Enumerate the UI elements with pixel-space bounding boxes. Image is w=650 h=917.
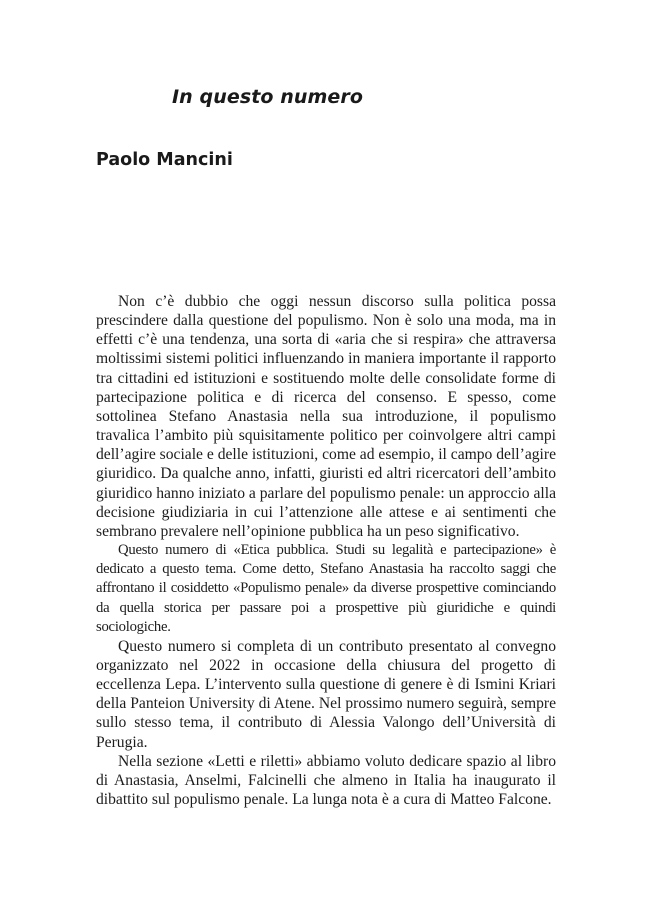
author-name: Paolo Mancini — [96, 150, 233, 170]
article-body — [96, 292, 556, 809]
paragraph-intro: Non c’è dubbio che oggi nessun discorso sulla politica possa prescindere dalla questione del populismo. Non è solo una moda, ma in effetti c’è una tendenza, una sorta di «aria che si respira» che attraversa moltissimi sistemi politici influenzando in maniera importante il rapporto tra cittadini ed istituzioni e sostituendo molte delle consolidate forme di partecipazione politica e di ricerca del consenso. E spesso, come sottolinea Stefano Anastasia nella sua introduzione, il populismo travalica l’ambito più squisitamente politico per coinvolgere altri campi dell’agire sociale e delle istituzioni, come ad esempio, il campo dell’agire giuridico. Da qualche anno, infatti, giuristi ed altri ricercatori dell’ambito giuridico hanno iniziato a parlare del populismo penale: un approccio alla decisione giudiziaria in cui l’attenzione alle attese e ai sentimenti che sembrano prevalere nell’opinione pubblica ha un peso significativo. — [96, 293, 556, 540]
paragraph-contribution: Questo numero si completa di un contributo presentato al convegno organizzato nel 2022 in occasione della chiusura del progetto di eccellenza Lepa. L’intervento sulla questione di genere è di Ismini Kriari della Panteion University di Atene. Nel prossimo numero seguirà, sempre sullo stesso tema, il contributo di Alessia Valongo dell’Università di Perugia. — [96, 637, 556, 751]
paragraph-letti-e-riletti: Nella sezione «Letti e riletti» abbiamo voluto dedicare spazio al libro di Anastasia, Anselmi, Falcinelli che almeno in Italia ha inaugurato il dibattito sul populismo penale. La lunga nota è a cura di Matteo Falcone. — [96, 752, 556, 809]
section-title: In questo numero — [172, 86, 364, 108]
paragraph-issue-theme: Questo numero di «Etica pubblica. Studi su legalità e partecipazione» è dedicato a questo tema. Come detto, Stefano Anastasia ha raccolto saggi che affrontano il cosiddetto «Populismo penale» da diverse prospettive cominciando da quella storica per passare poi a prospettive più giuridiche e quindi sociologiche. — [96, 542, 556, 635]
